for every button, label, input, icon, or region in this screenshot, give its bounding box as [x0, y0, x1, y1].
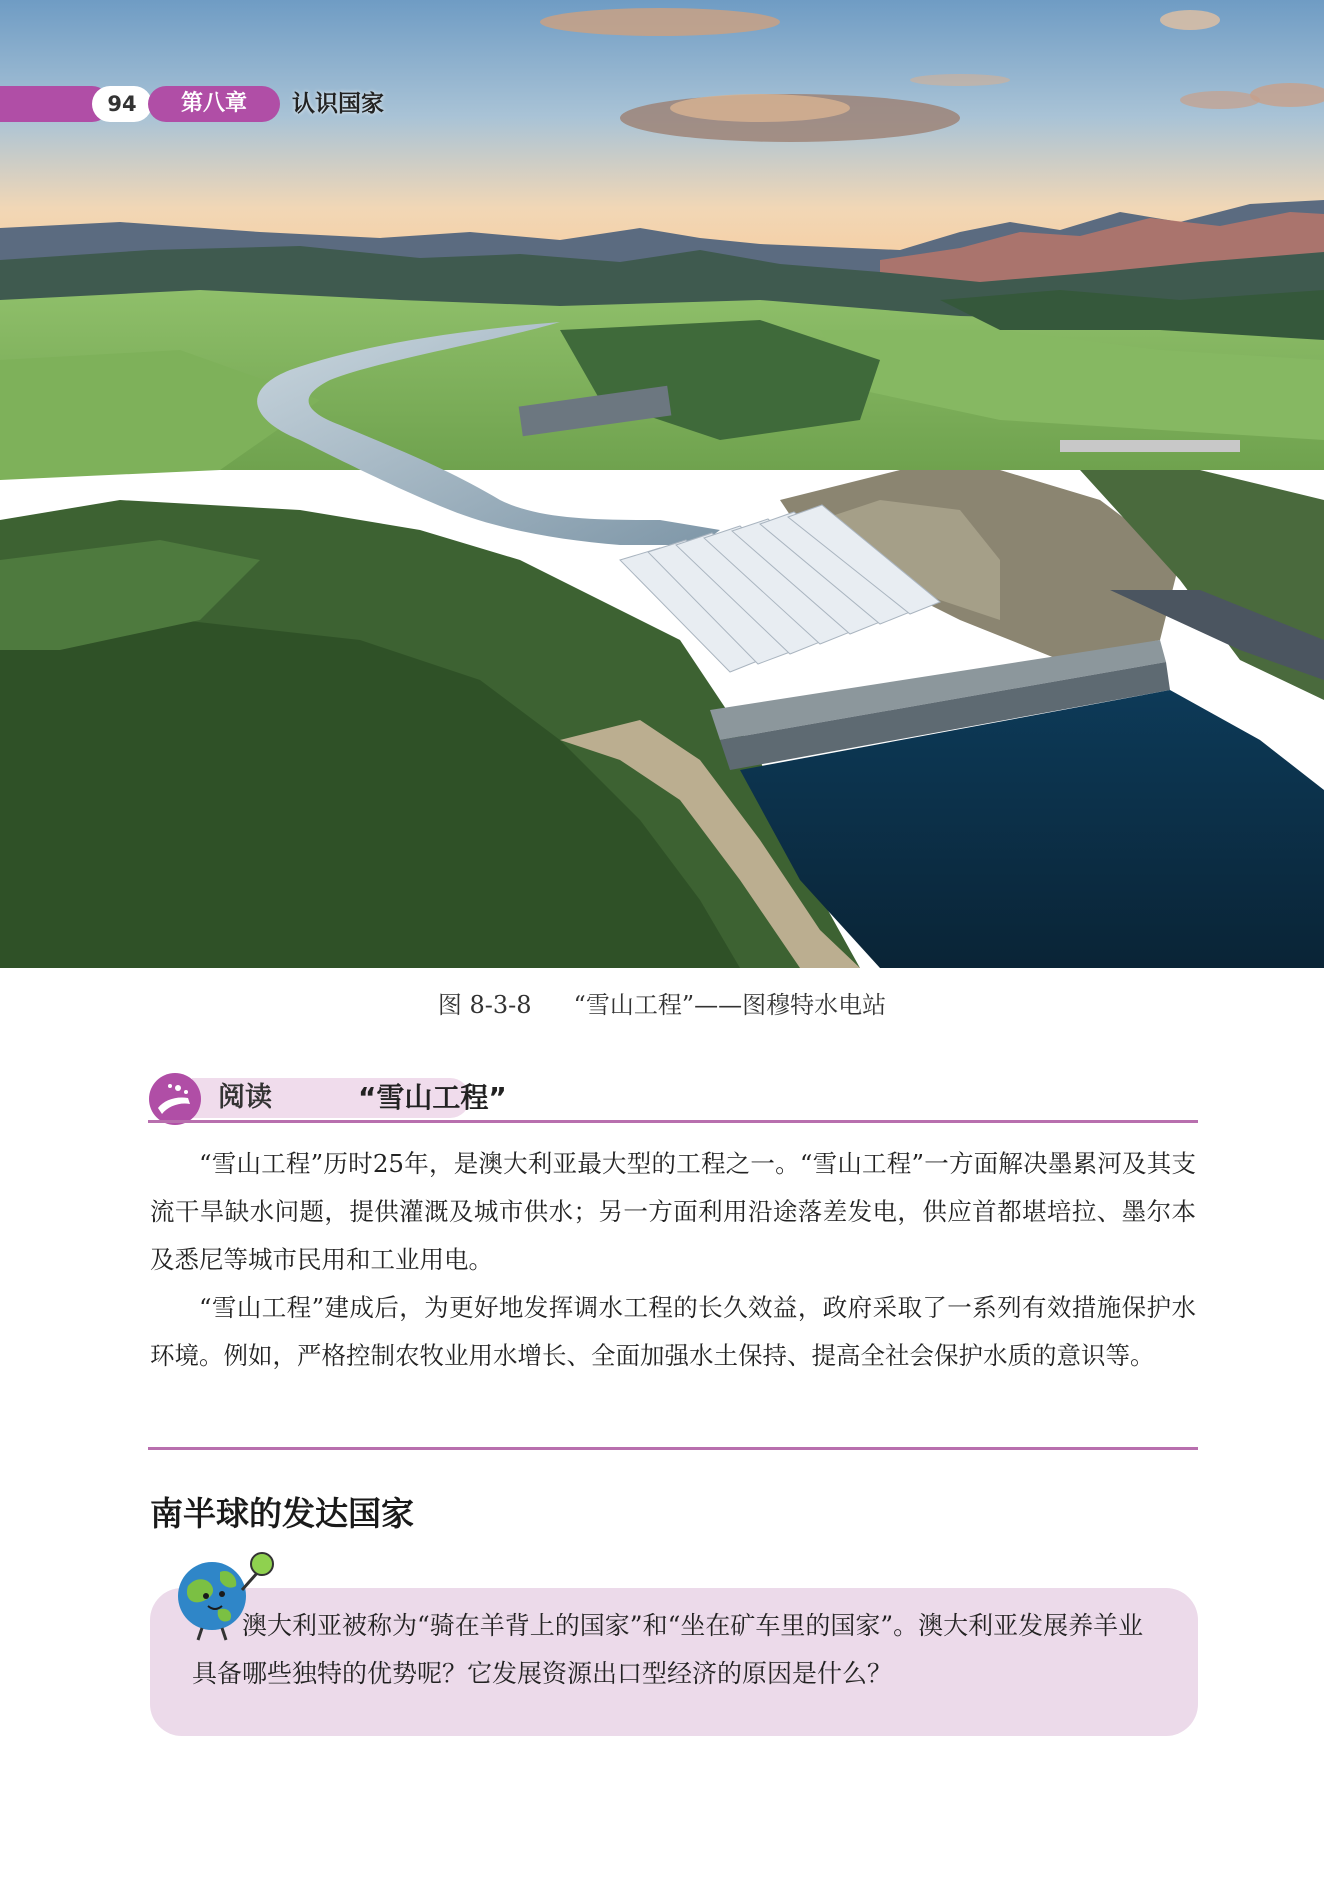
- figure-number: 图 8-3-8: [437, 991, 532, 1019]
- reading-tag-label: 阅读: [218, 1082, 272, 1113]
- reading-book-icon: [148, 1072, 202, 1126]
- question-bubble: [150, 1588, 1198, 1736]
- section-title: 南半球的发达国家: [150, 1494, 414, 1533]
- reading-divider-top: [148, 1120, 1198, 1123]
- reading-body: [150, 1140, 1196, 1380]
- question-text-block: [192, 1602, 1152, 1698]
- chapter-name: 认识国家: [292, 91, 384, 117]
- reading-paragraph: “雪山工程”历时25年，是澳大利亚最大型的工程之一。“雪山工程”一方面解决墨累河及其支流干旱缺水问题，提供灌溉及城市供水；另一方面利用沿途落差发电，供应首都堪培拉、墨尔本及悉尼等城市民用和工业用电。: [150, 1149, 1196, 1274]
- reading-header: [148, 1072, 1198, 1124]
- chapter-label: 第八章: [148, 86, 280, 122]
- question-text: 澳大利亚被称为“骑在羊背上的国家”和“坐在矿车里的国家”。澳大利亚发展养羊业具备哪些独特的优势呢？它发展资源出口型经济的原因是什么？: [192, 1611, 1144, 1688]
- reading-divider-bottom: [148, 1447, 1198, 1450]
- page-number: 94: [92, 86, 152, 122]
- figure-caption-text: “雪山工程”——图穆特水电站: [573, 991, 887, 1019]
- reading-paragraph: “雪山工程”建成后，为更好地发挥调水工程的长久效益，政府采取了一系列有效措施保护水环境。例如，严格控制农牧业用水增长、全面加强水土保持、提高全社会保护水质的意识等。: [150, 1293, 1196, 1370]
- reading-title: “雪山工程”: [358, 1081, 507, 1114]
- figure-caption: [0, 985, 1324, 1020]
- page-header: [0, 86, 400, 122]
- earth-mascot-icon: [168, 1546, 278, 1646]
